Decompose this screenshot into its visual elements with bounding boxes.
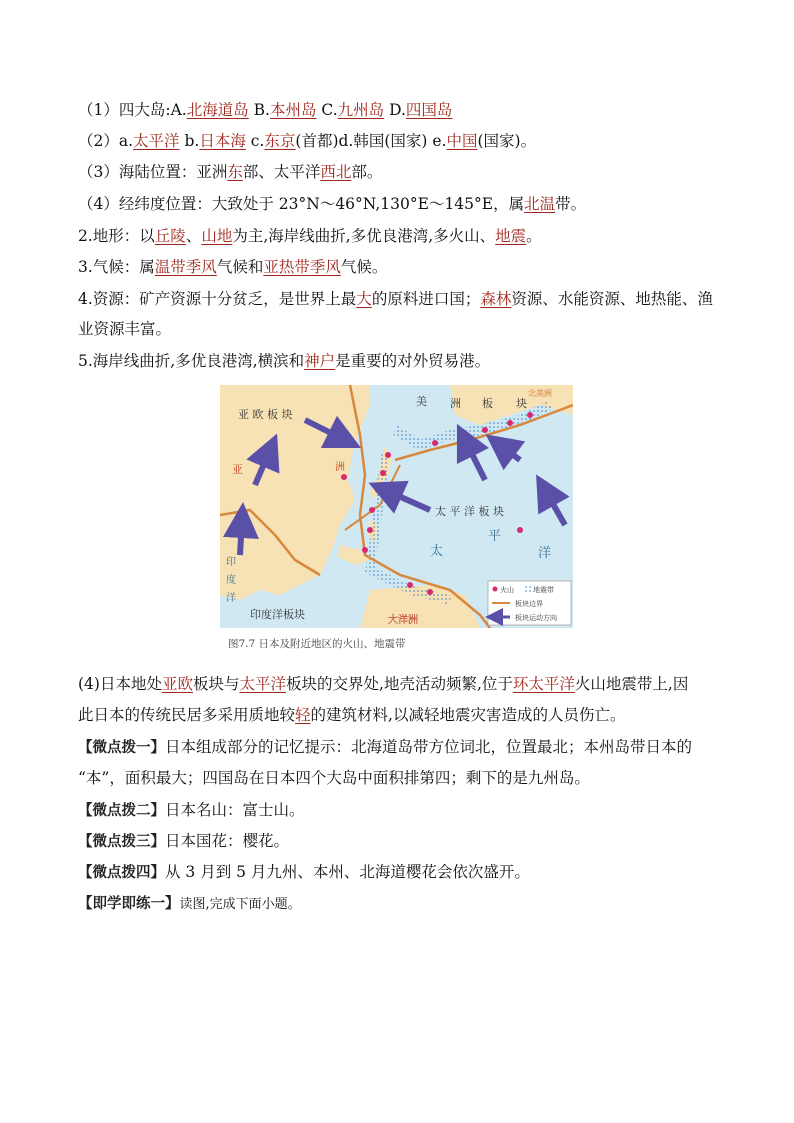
legend-earthquake-icon [523, 586, 531, 592]
item-map-labels: （2）a.太平洋 b.日本海 c.东京(首都)d.韩国(国家) e.中国(国家)。 [78, 132, 537, 150]
label-yang-indian: 洋 [226, 593, 236, 604]
plate-map-figure [220, 385, 573, 628]
item-lat-long: （4）经纬度位置：大致处于 23°N～46°N,130°E～145°E，属北温带。 [78, 195, 587, 213]
label-indian-plate: 印度洋板块 [250, 608, 305, 621]
item-terrain: 2.地形：以丘陵、山地为主,海岸线曲折,多优良港湾,多火山、地震。 [78, 227, 542, 245]
tip-three-heading: 【微点拨三】 [78, 834, 165, 850]
label-ban: 板 [482, 397, 493, 410]
map-legend [488, 581, 571, 625]
label-du: 度 [226, 575, 236, 586]
tip-four: 【微点拨四】从 3 月到 5 月九州、本州、北海道樱花会依次盛开。 [78, 863, 530, 881]
label-kuai: 块 [516, 397, 527, 410]
item-plate-junction-cont: 此日本的传统民居多采用质地较轻的建筑材料,以减轻地震灾害造成的人员伤亡。 [78, 706, 626, 724]
answer-hokkaido: 北海道岛 [186, 101, 249, 119]
svg-text:地震带: 地震带 [533, 586, 554, 594]
label-pacific-plate: 太 平 洋 板 块 [435, 505, 504, 518]
label-eurasian-plate: 亚 欧 板 块 [238, 408, 293, 421]
label-mei: 美 [416, 395, 427, 408]
label-zhou: 洲 [450, 397, 461, 410]
tip-one-heading: 【微点拨一】 [78, 740, 165, 756]
tip-two-heading: 【微点拨二】 [78, 803, 165, 819]
answer-kyushu: 九州岛 [337, 101, 385, 119]
tip-one: 【微点拨一】日本组成部分的记忆提示：北海道岛带方位词北，位置最北；本州岛带日本的 [78, 738, 693, 756]
tip-three: 【微点拨三】日本国花：樱花。 [78, 832, 290, 850]
item-land-sea-position: （3）海陆位置：亚洲东部、太平洋西北部。 [78, 163, 383, 181]
item-ports: 5.海岸线曲折,多优良港湾,横滨和神户是重要的对外贸易港。 [78, 352, 491, 370]
svg-text:板块运动方向: 板块运动方向 [515, 614, 557, 622]
item-plate-junction: (4)日本地处亚欧板块与太平洋板块的交界处,地壳活动频繁,位于环太平洋火山地震带上,因 [78, 675, 689, 693]
figure-caption: 图7.7 日本及附近地区的火山、地震带 [228, 638, 406, 650]
item-four-islands: （1）四大岛:A.北海道岛 B.本州岛 C.九州岛 D.四国岛 [78, 101, 453, 119]
svg-text:火山: 火山 [500, 586, 514, 594]
label-yin: 印 [226, 557, 236, 568]
label-ya: 亚 [232, 463, 243, 476]
item-resources-cont: 业资源丰富。 [78, 320, 172, 338]
answer-shikoku: 四国岛 [405, 101, 453, 119]
tip-four-heading: 【微点拨四】 [78, 865, 165, 881]
label-yang: 洋 [538, 546, 552, 561]
label-zhou-asia: 洲 [335, 462, 345, 473]
legend-volcano-icon [493, 587, 498, 592]
label-tai: 太 [430, 544, 444, 559]
tip-one-cont: “本”，面积最大；四国岛在日本四个大岛中面积排第四；剩下的是九州岛。 [78, 769, 590, 787]
svg-text:板块边界: 板块边界 [515, 600, 543, 608]
item-resources: 4.资源：矿产资源十分贫乏，是世界上最大的原料进口国；森林资源、水能资源、地热能、渔 [78, 290, 713, 308]
label-ping: 平 [488, 529, 502, 544]
label-north-america: 北美洲 [528, 389, 552, 398]
practice-one: 【即学即练一】读图,完成下面小题。 [78, 896, 301, 912]
item-climate: 3.气候：属温带季风气候和亚热带季风气候。 [78, 258, 388, 276]
practice-one-heading: 【即学即练一】 [78, 896, 180, 912]
tip-two: 【微点拨二】日本名山：富士山。 [78, 801, 305, 819]
label-oceania: 大洋洲 [388, 615, 418, 626]
answer-honshu: 本州岛 [269, 101, 317, 119]
